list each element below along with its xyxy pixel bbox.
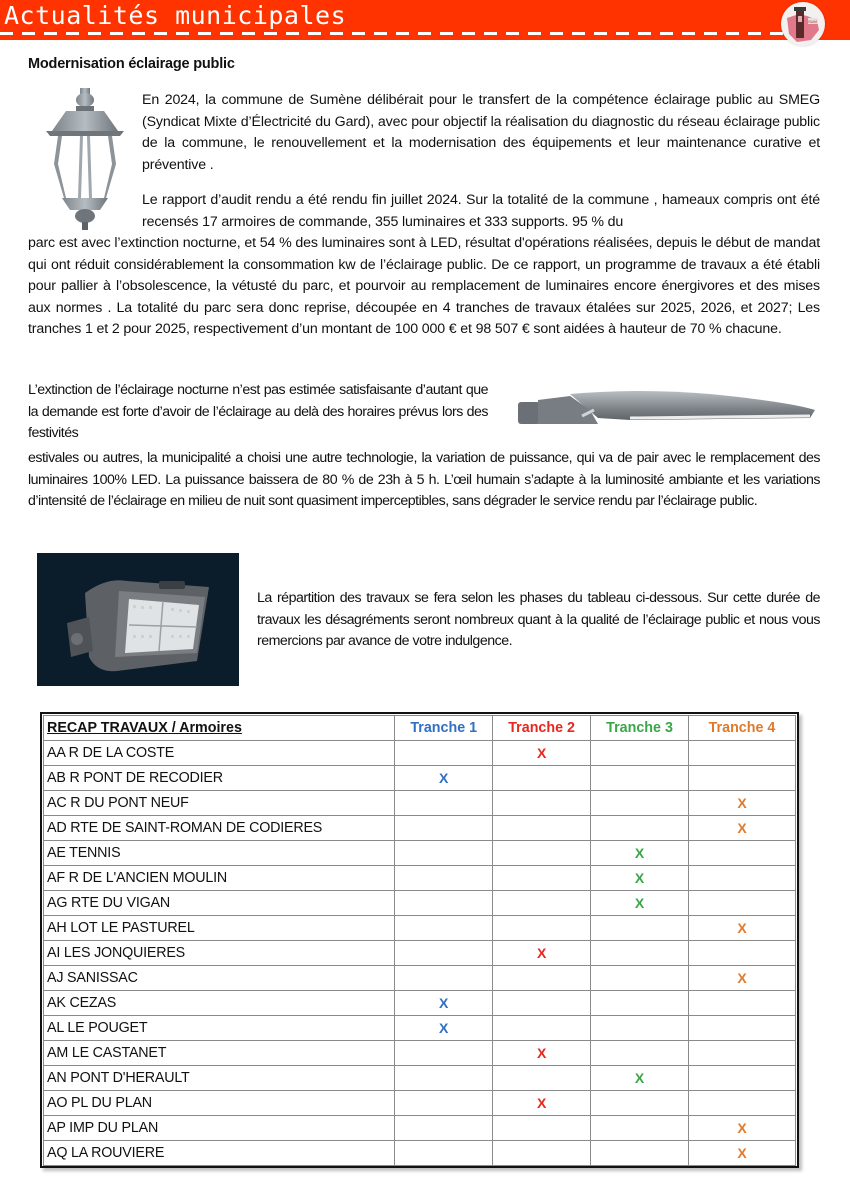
armoire-name-cell: AG RTE DU VIGAN	[44, 891, 395, 916]
paragraph-extinction-continued: estivales ou autres, la municipalité a choisi une autre technologie, la variation de puissance, qui va de pair avec le remplacement des luminaires 100% LED. La puissance baissera de 80 % de 23h à 5 h. L’œil humain s’adapte à la luminosité ambiante et les variations d’intensité de l’éclairage en milieu de nuit sont quasiment imperceptibles, sans dégrader le service rendu par l’éclairage public.	[28, 450, 820, 509]
tranche-3-cell	[591, 1091, 689, 1116]
tranche-mark: X	[737, 969, 747, 986]
tranche-2-cell	[493, 766, 591, 791]
tranche-3-cell	[591, 741, 689, 766]
tranche-1-cell	[395, 1116, 493, 1141]
tranche-1-cell	[395, 866, 493, 891]
tranche-3-cell	[591, 816, 689, 841]
tranche-4-cell	[688, 791, 795, 816]
tranche-4-cell	[688, 1066, 795, 1091]
armoire-name-cell: AK CEZAS	[44, 991, 395, 1016]
table-row	[44, 991, 796, 1016]
table-row	[44, 816, 796, 841]
tranche-1-cell	[395, 1041, 493, 1066]
table-row	[44, 1116, 796, 1141]
table-body	[44, 741, 796, 1166]
tranche-3-cell	[591, 1016, 689, 1041]
tranche-1-cell	[395, 816, 493, 841]
paragraph-audit-start: Le rapport d’audit rendu a été rendu fin juillet 2024. Sur la totalité de la commune , hameaux compris ont été recensés 17 armoires de commande, 355 luminaires et 333 supports. 95 % du	[142, 192, 820, 230]
town-crest-logo-icon	[781, 2, 825, 46]
led-streetlight-image	[510, 380, 825, 430]
tranche-1-cell	[395, 1141, 493, 1166]
tranche-3-cell	[591, 991, 689, 1016]
table-row	[44, 1066, 796, 1091]
armoire-name-cell: AC R DU PONT NEUF	[44, 791, 395, 816]
tranche-3-cell	[591, 966, 689, 991]
tranche-mark: X	[634, 1069, 645, 1086]
tranche-4-cell	[688, 866, 795, 891]
tranche-1-cell	[395, 1016, 493, 1041]
armoire-name-cell: AE TENNIS	[44, 841, 395, 866]
tranche-4-cell	[688, 891, 795, 916]
tranche-mark: X	[737, 819, 747, 836]
tranche-mark: X	[439, 1019, 449, 1036]
tranche-2-cell	[493, 791, 591, 816]
table-row	[44, 1141, 796, 1166]
tranche-1-cell	[395, 1091, 493, 1116]
table-row	[44, 841, 796, 866]
tranche-1-cell	[395, 991, 493, 1016]
tranche-4-cell	[688, 1091, 795, 1116]
paragraph-extinction-start: L’extinction de l’éclairage nocturne n’est pas estimée satisfaisante d’autant que la demande est forte d’avoir de l’éclairage au delà des horaires prévus lors des festivités	[28, 382, 488, 441]
armoire-name-cell: AL LE POUGET	[44, 1016, 395, 1041]
armoire-name-cell: AO PL DU PLAN	[44, 1091, 395, 1116]
column-header-tranche-2: Tranche 2	[493, 716, 591, 741]
armoire-name-cell: AI LES JONQUIERES	[44, 941, 395, 966]
column-header-tranche-1: Tranche 1	[395, 716, 493, 741]
tranche-2-cell	[493, 741, 591, 766]
tranche-3-cell	[591, 1141, 689, 1166]
tranche-mark: X	[536, 1094, 547, 1111]
tranche-2-cell	[493, 816, 591, 841]
tranche-4-cell	[688, 991, 795, 1016]
led-floodlight-image	[37, 553, 239, 686]
tranche-2-cell	[493, 841, 591, 866]
tranche-3-cell	[591, 1066, 689, 1091]
armoire-name-cell: AF R DE L'ANCIEN MOULIN	[44, 866, 395, 891]
tranche-3-cell	[591, 791, 689, 816]
table-row	[44, 791, 796, 816]
tranche-4-cell	[688, 1041, 795, 1066]
article-title: Modernisation éclairage public	[28, 56, 235, 72]
tranche-mark: X	[536, 944, 547, 961]
table-row	[44, 966, 796, 991]
tranche-mark: X	[536, 1044, 547, 1061]
tranche-mark: X	[536, 744, 547, 761]
table-row	[44, 941, 796, 966]
tranche-1-cell	[395, 941, 493, 966]
tranche-2-cell	[493, 916, 591, 941]
tranche-mark: X	[634, 894, 645, 911]
paragraph-intro: En 2024, la commune de Sumène délibérait pour le transfert de la compétence éclairage public au SMEG (Syndicat Mixte d’Électricité du Gard), avec pour objectif la réalisation du diagnostic du réseau éclairage public de la commune, le renouvellement et la modernisation des équipements et leur maintenance curative et préventive .	[142, 92, 820, 173]
tranche-1-cell	[395, 791, 493, 816]
tranche-2-cell	[493, 966, 591, 991]
tranche-4-cell	[688, 1016, 795, 1041]
tranche-3-cell	[591, 891, 689, 916]
paragraph-phases: La répartition des travaux se fera selon les phases du tableau ci-dessous. Sur cette durée de travaux les désagréments seront nombreux quant à la qualité de l’éclairage public et nous vous remercions par avance de votre indulgence.	[257, 590, 820, 649]
tranche-3-cell	[591, 916, 689, 941]
armoire-name-cell: AH LOT LE PASTUREL	[44, 916, 395, 941]
armoire-name-cell: AD RTE DE SAINT-ROMAN DE CODIERES	[44, 816, 395, 841]
tranche-mark: X	[634, 869, 645, 886]
tranche-2-cell	[493, 1016, 591, 1041]
tranche-4-cell	[688, 941, 795, 966]
tranche-2-cell	[493, 891, 591, 916]
tranche-4-cell	[688, 766, 795, 791]
tranche-3-cell	[591, 1116, 689, 1141]
tranche-mark: X	[737, 1119, 747, 1136]
armoire-name-cell: AM LE CASTANET	[44, 1041, 395, 1066]
tranche-3-cell	[591, 1041, 689, 1066]
table-row	[44, 1016, 796, 1041]
tranche-4-cell	[688, 816, 795, 841]
column-header-tranche-4: Tranche 4	[688, 716, 795, 741]
tranche-2-cell	[493, 991, 591, 1016]
armoire-name-cell: AN PONT D'HERAULT	[44, 1066, 395, 1091]
tranche-1-cell	[395, 841, 493, 866]
armoire-name-cell: AA R DE LA COSTE	[44, 741, 395, 766]
tranche-3-cell	[591, 866, 689, 891]
table-row	[44, 866, 796, 891]
column-header-armoires: RECAP TRAVAUX / Armoires	[44, 716, 395, 741]
table-row	[44, 1041, 796, 1066]
column-header-tranche-3: Tranche 3	[591, 716, 689, 741]
tranche-3-cell	[591, 766, 689, 791]
recap-travaux-table	[40, 712, 799, 1168]
tranche-mark: X	[439, 994, 449, 1011]
page-header-banner	[0, 0, 850, 40]
svg-text:SUM: SUM	[808, 19, 817, 24]
tranche-mark: X	[634, 844, 645, 861]
lantern-streetlamp-image	[40, 86, 130, 231]
table-row	[44, 1091, 796, 1116]
tranche-4-cell	[688, 966, 795, 991]
tranche-2-cell	[493, 1141, 591, 1166]
tranche-1-cell	[395, 1066, 493, 1091]
armoire-name-cell: AB R PONT DE RECODIER	[44, 766, 395, 791]
table-row	[44, 766, 796, 791]
table-row	[44, 741, 796, 766]
tranche-2-cell	[493, 1091, 591, 1116]
tranche-1-cell	[395, 916, 493, 941]
armoire-name-cell: AP IMP DU PLAN	[44, 1116, 395, 1141]
table-header-row	[44, 716, 796, 741]
header-title: Actualités municipales	[4, 1, 347, 30]
tranche-1-cell	[395, 766, 493, 791]
armoire-name-cell: AJ SANISSAC	[44, 966, 395, 991]
table-row	[44, 891, 796, 916]
tranche-mark: X	[737, 919, 747, 936]
tranche-4-cell	[688, 916, 795, 941]
tranche-4-cell	[688, 741, 795, 766]
tranche-2-cell	[493, 941, 591, 966]
table-row	[44, 916, 796, 941]
tranche-2-cell	[493, 1116, 591, 1141]
paragraph-audit-continued: parc est avec l’extinction nocturne, et 54 % des luminaires sont à LED, résultat d'opérations réalisées, depuis le début de mandat qui ont réduit considérablement la consommation kw de l’éclairage public. De ce rapport, un programme de travaux a été établi pour pallier à l’obsolescence, la vétusté du parc, et pourvoir au remplacement de luminaires encore énergivores et des mises aux normes . La totalité du parc sera donc reprise, découpée en 4 tranches de travaux étalées sur 2025, 2026, et 2027; Les tranches 1 et 2 pour 2025, respectivement d’un montant de 100 000 € et 98 507 € sont aidées à hauteur de 70 % chacune.	[28, 235, 820, 337]
tranche-4-cell	[688, 1116, 795, 1141]
tranche-mark: X	[439, 769, 449, 786]
dashed-divider	[0, 32, 790, 35]
tranche-3-cell	[591, 841, 689, 866]
tranche-4-cell	[688, 1141, 795, 1166]
tranche-mark: X	[737, 1144, 747, 1161]
tranche-3-cell	[591, 941, 689, 966]
tranche-1-cell	[395, 741, 493, 766]
tranche-4-cell	[688, 841, 795, 866]
tranche-2-cell	[493, 1066, 591, 1091]
tranche-2-cell	[493, 866, 591, 891]
tranche-1-cell	[395, 966, 493, 991]
tranche-2-cell	[493, 1041, 591, 1066]
armoire-name-cell: AQ LA ROUVIERE	[44, 1141, 395, 1166]
tranche-1-cell	[395, 891, 493, 916]
tranche-mark: X	[737, 794, 747, 811]
